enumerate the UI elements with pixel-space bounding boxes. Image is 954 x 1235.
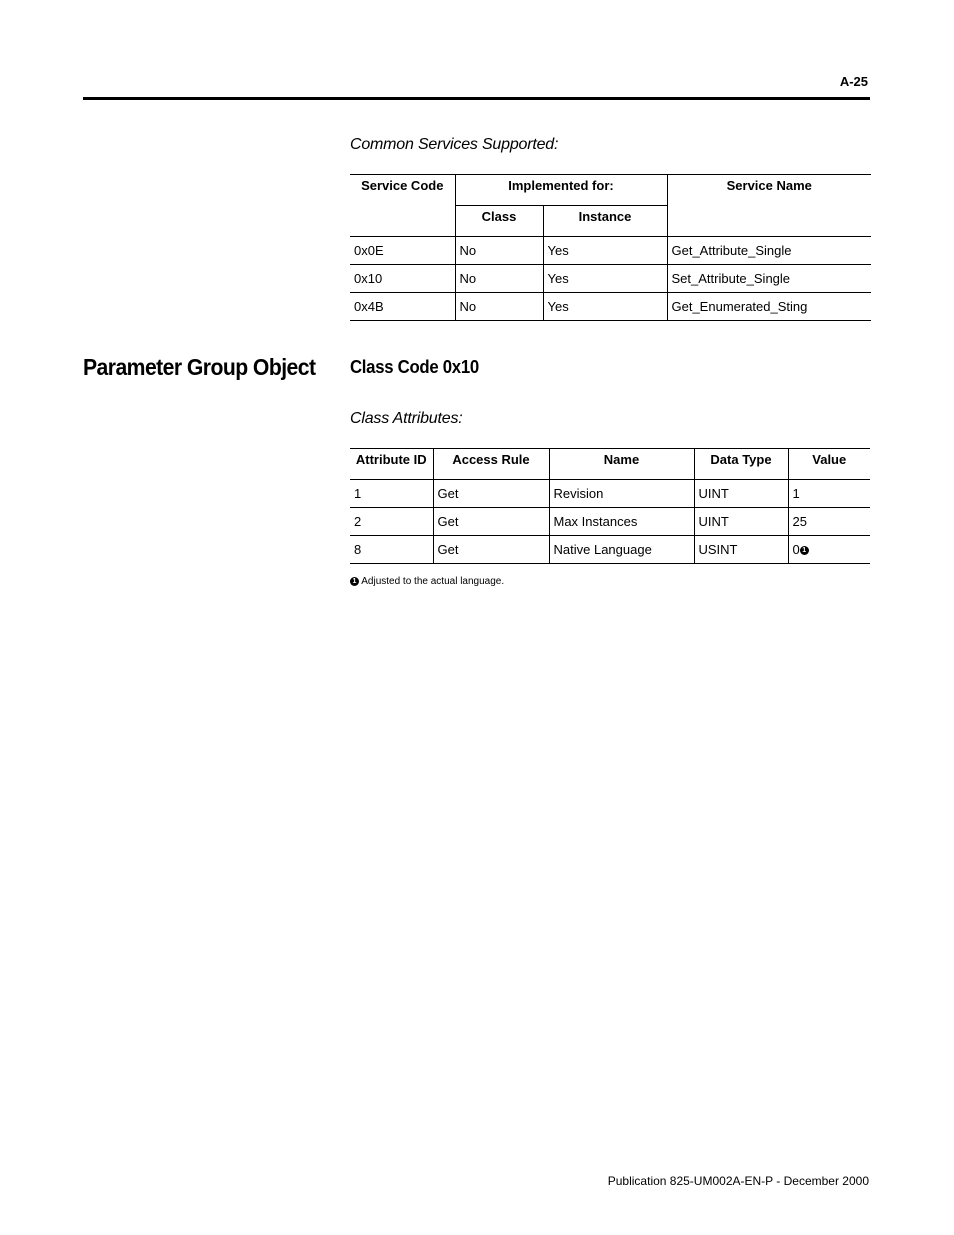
cell-attribute-id: 2 <box>350 508 433 536</box>
cell-instance: Yes <box>543 265 667 293</box>
footnote-text: Adjusted to the actual language. <box>361 576 505 587</box>
cell-access-rule: Get <box>433 480 549 508</box>
cell-data-type: UINT <box>694 480 788 508</box>
cell-service-code: 0x4B <box>350 293 455 321</box>
cell-service-name: Get_Enumerated_Sting <box>667 293 871 321</box>
cell-data-type: USINT <box>694 536 788 564</box>
table-row <box>350 508 870 536</box>
table-row <box>350 536 870 564</box>
footnote-marker-icon: 1 <box>800 546 809 555</box>
cell-name: Revision <box>549 480 694 508</box>
header-access-rule: Access Rule <box>433 449 549 480</box>
publication-footer: Publication 825-UM002A-EN-P - December 2000 <box>607 1174 869 1188</box>
footnote <box>350 576 504 587</box>
header-service-name: Service Name <box>667 175 871 237</box>
header-class: Class <box>455 206 543 237</box>
table-header-row <box>350 449 870 480</box>
header-instance: Instance <box>543 206 667 237</box>
cell-attribute-id: 8 <box>350 536 433 564</box>
cell-service-code: 0x0E <box>350 237 455 265</box>
cell-service-name: Get_Attribute_Single <box>667 237 871 265</box>
section-title: Parameter Group Object <box>83 354 316 380</box>
cell-attribute-id: 1 <box>350 480 433 508</box>
cell-name: Max Instances <box>549 508 694 536</box>
services-caption: Common Services Supported: <box>350 136 559 153</box>
cell-service-code: 0x10 <box>350 265 455 293</box>
cell-access-rule: Get <box>433 536 549 564</box>
header-value: Value <box>788 449 870 480</box>
attributes-table <box>350 448 870 564</box>
attributes-caption: Class Attributes: <box>350 410 463 427</box>
cell-access-rule: Get <box>433 508 549 536</box>
cell-value <box>788 536 870 564</box>
table-row <box>350 237 871 265</box>
cell-service-name: Set_Attribute_Single <box>667 265 871 293</box>
cell-value: 1 <box>788 480 870 508</box>
table-header-row <box>350 175 871 206</box>
cell-class: No <box>455 265 543 293</box>
header-data-type: Data Type <box>694 449 788 480</box>
header-implemented-for: Implemented for: <box>455 175 667 206</box>
footnote-marker-icon: 1 <box>350 577 359 586</box>
header-service-code: Service Code <box>350 175 455 237</box>
class-code-heading: Class Code 0x10 <box>350 357 479 377</box>
value-text: 0 <box>792 542 800 557</box>
cell-name: Native Language <box>549 536 694 564</box>
table-row <box>350 265 871 293</box>
page-number: A-25 <box>839 74 868 89</box>
cell-instance: Yes <box>543 293 667 321</box>
cell-value: 25 <box>788 508 870 536</box>
cell-class: No <box>455 237 543 265</box>
services-table <box>350 174 871 321</box>
cell-class: No <box>455 293 543 321</box>
cell-data-type: UINT <box>694 508 788 536</box>
header-rule <box>83 97 870 100</box>
header-attribute-id: Attribute ID <box>350 449 433 480</box>
table-row <box>350 293 871 321</box>
cell-instance: Yes <box>543 237 667 265</box>
table-row <box>350 480 870 508</box>
header-name: Name <box>549 449 694 480</box>
